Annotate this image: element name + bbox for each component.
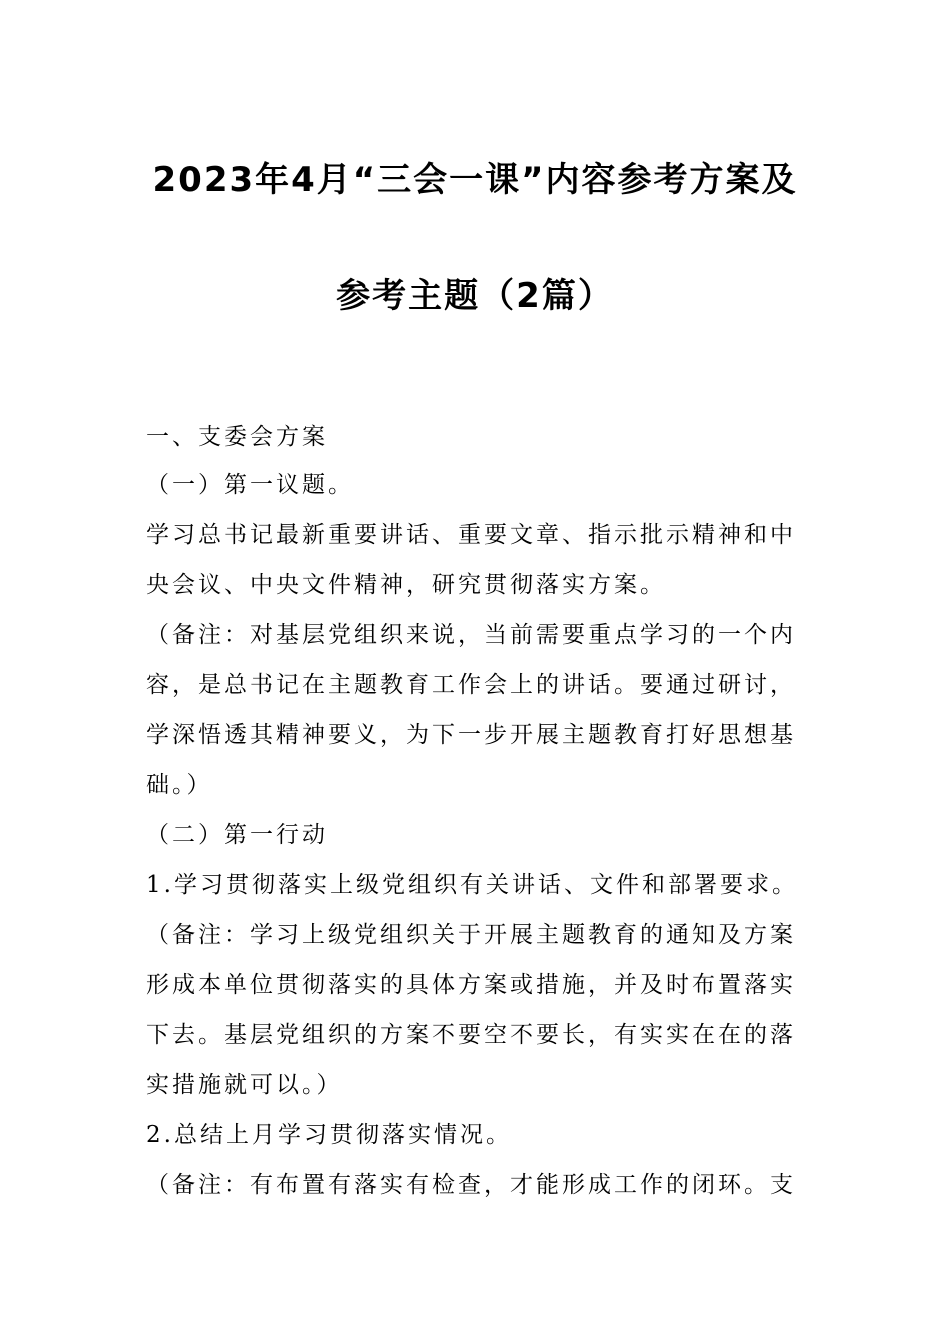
paragraph-line: 2.总结上月学习贯彻落实情况。 [146,1122,512,1148]
document-title-line-1: 2023年4月“三会一课”内容参考方案及 [152,160,798,200]
paragraph-line: 形成本单位贯彻落实的具体方案或措施，并及时布置落实 [146,972,796,998]
subsection-heading: （二）第一行动 [146,822,328,848]
paragraph-line: 实措施就可以。） [146,1072,343,1098]
paragraph-line: 1.学习贯彻落实上级党组织有关讲话、文件和部署要求。 [146,872,798,898]
paragraph-line: 容，是总书记在主题教育工作会上的讲话。要通过研讨， [146,672,796,698]
paragraph-line: （备注：对基层党组织来说，当前需要重点学习的一个内 [146,622,796,648]
paragraph-line: 下去。基层党组织的方案不要空不要长，有实实在在的落 [146,1022,796,1048]
paragraph-line: 央会议、中央文件精神，研究贯彻落实方案。 [146,572,666,598]
section-heading: 一、支委会方案 [146,424,328,450]
document-title-line-2: 参考主题（2篇） [336,276,614,316]
subsection-heading: （一）第一议题。 [146,472,354,498]
paragraph-line: 学习总书记最新重要讲话、重要文章、指示批示精神和中 [146,522,796,548]
paragraph-line: （备注：学习上级党组织关于开展主题教育的通知及方案 [146,922,796,948]
paragraph-line: 础。） [146,772,213,798]
paragraph-line: （备注：有布置有落实有检查，才能形成工作的闭环。支 [146,1172,796,1198]
paragraph-line: 学深悟透其精神要义，为下一步开展主题教育打好思想基 [146,722,796,748]
